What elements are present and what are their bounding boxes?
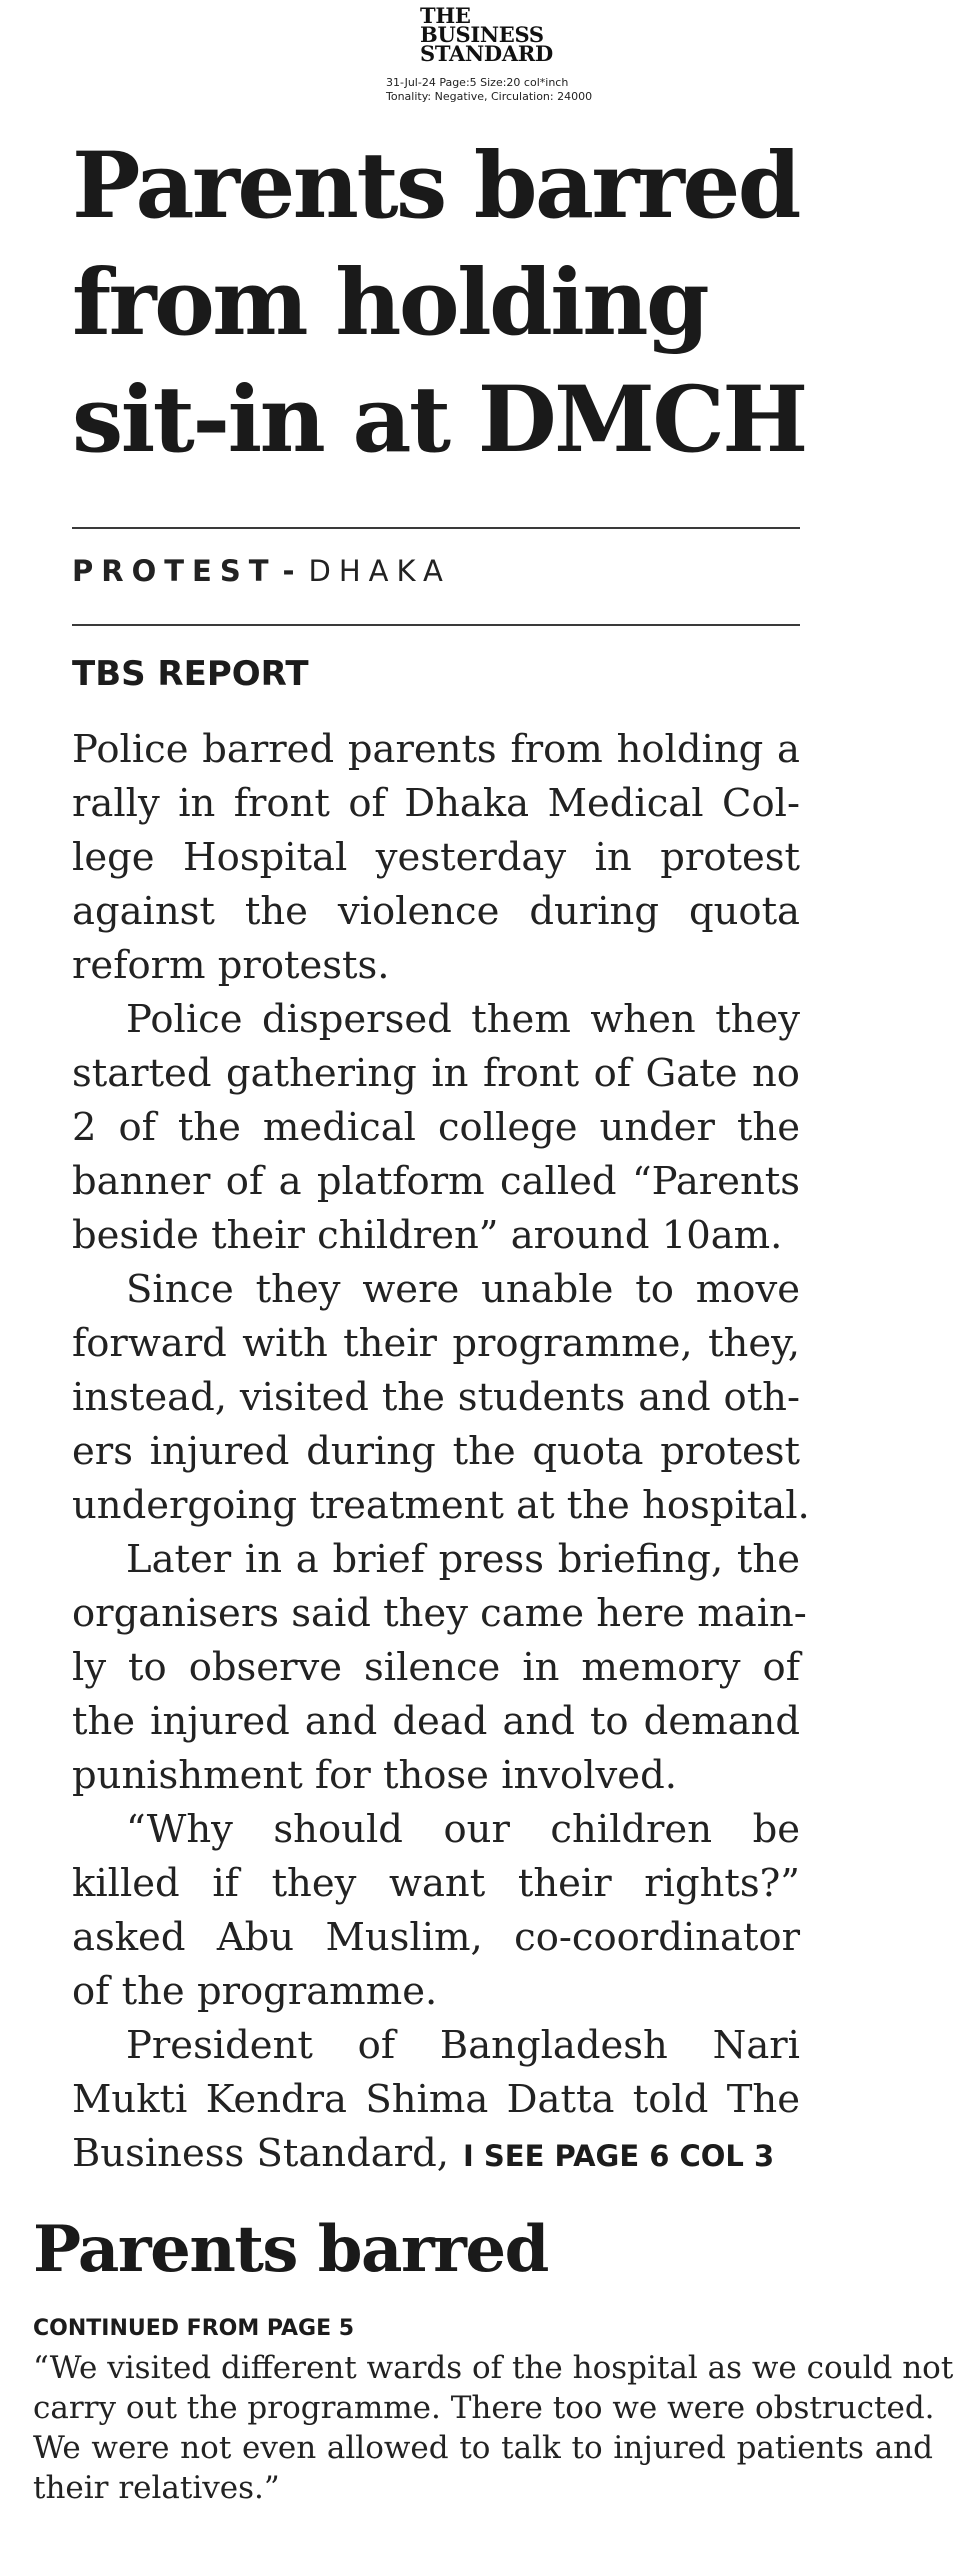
jump-body-line: We were not even allowed to talk to injured patients and <box>33 2430 933 2466</box>
body-line: punishment for those involved. <box>72 1753 677 1798</box>
kicker-top-rule <box>72 527 800 529</box>
jump-headline: Parents barred <box>33 2212 548 2287</box>
body-line: Later in a brief press briefing, the <box>126 1537 800 1582</box>
kicker-separator: - <box>282 554 303 588</box>
kicker-section: PROTEST <box>72 554 277 588</box>
body-line: beside their children” around 10am. <box>72 1213 783 1258</box>
body-line: lege Hospital yesterday in protest <box>72 835 800 880</box>
see-page-jump-link: I SEE PAGE 6 COL 3 <box>462 2139 775 2173</box>
body-line: of the programme. <box>72 1969 438 2014</box>
body-line: asked Abu Muslim, co-coordinator <box>72 1915 800 1960</box>
body-line: the injured and dead and to demand <box>72 1699 800 1744</box>
body-line: killed if they want their rights?” <box>72 1861 800 1906</box>
body-line: “Why should our children be <box>126 1807 800 1852</box>
headline-line: sit-in at DMCH <box>72 367 806 473</box>
jump-body-line: “We visited different wards of the hospital as we could not <box>33 2350 954 2386</box>
section-kicker <box>72 554 451 588</box>
body-line: reform protests. <box>72 943 390 988</box>
body-line: ly to observe silence in memory of <box>72 1645 800 1690</box>
body-line: instead, visited the students and oth- <box>72 1375 800 1420</box>
body-line: rally in front of Dhaka Medical Col- <box>72 781 800 826</box>
clipping-meta-line: 31-Jul-24 Page:5 Size:20 col*inch <box>386 76 569 89</box>
article-body <box>72 723 810 2181</box>
body-line: Police dispersed them when they <box>126 997 800 1042</box>
body-line-final <box>72 2127 800 2181</box>
jump-body <box>33 2348 954 2508</box>
body-line: 2 of the medical college under the <box>72 1105 800 1150</box>
byline: TBS REPORT <box>72 654 309 694</box>
headline-line: from holding <box>72 250 708 356</box>
clipping-meta <box>386 76 592 104</box>
logo-line: BUSINESS <box>420 22 544 47</box>
headline-line: Parents barred <box>72 133 799 239</box>
body-line: started gathering in front of Gate no <box>72 1051 800 1096</box>
body-line: President of Bangladesh Nari <box>126 2023 800 2068</box>
kicker-bottom-rule <box>72 624 800 626</box>
logo-line: THE <box>420 3 471 28</box>
body-line: Since they were unable to move <box>126 1267 800 1312</box>
jump-body-line: their relatives.” <box>33 2470 280 2506</box>
body-line: organisers said they came here main- <box>72 1591 807 1636</box>
masthead <box>370 0 600 110</box>
body-line: forward with their programme, they, <box>72 1321 800 1366</box>
body-line-text: Business Standard, <box>72 2131 449 2176</box>
body-line: ers injured during the quota protest <box>72 1429 800 1474</box>
body-line: Police barred parents from holding a <box>72 727 800 772</box>
kicker-location: DHAKA <box>308 554 451 588</box>
body-line: undergoing treatment at the hospital. <box>72 1483 810 1528</box>
clipping-meta-line: Tonality: Negative, Circulation: 24000 <box>386 90 593 103</box>
newspaper-logo <box>420 3 553 66</box>
article-headline <box>72 128 812 479</box>
body-line: against the violence during quota <box>72 889 800 934</box>
body-line: banner of a platform called “Parents <box>72 1159 800 1204</box>
logo-line: STANDARD <box>420 41 553 66</box>
jump-body-line: carry out the programme. There too we were obstructed. <box>33 2390 935 2426</box>
continued-from-label: CONTINUED FROM PAGE 5 <box>33 2316 355 2341</box>
body-line: Mukti Kendra Shima Datta told The <box>72 2077 800 2122</box>
